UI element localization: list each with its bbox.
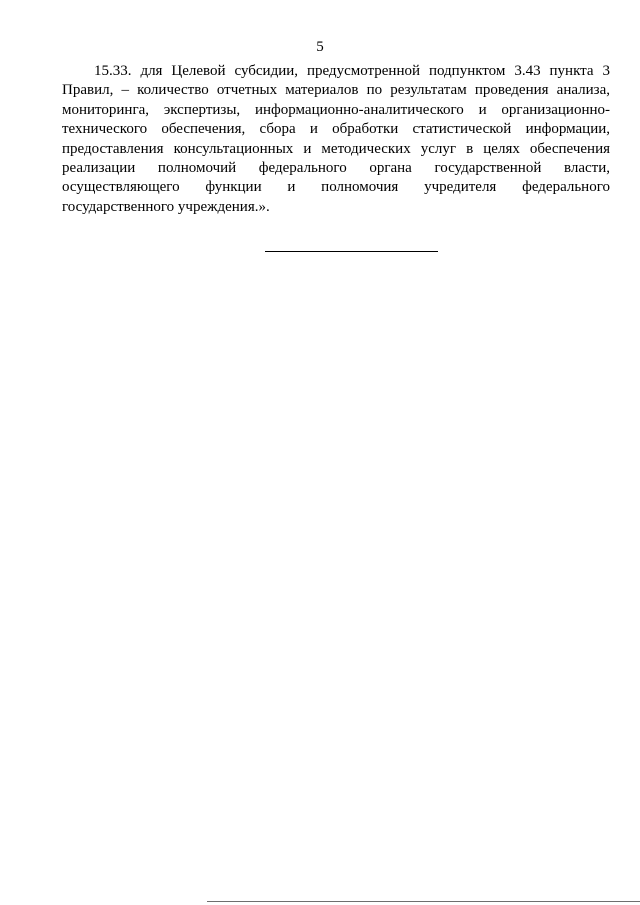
paragraph-line: технического обеспечения, сбора и обработки статистической информации, [62,121,610,138]
end-separator-line [265,251,438,252]
paragraph-line: реализации полномочий федерального органа государственной власти, [62,159,610,176]
page-number: 5 [316,39,324,55]
paragraph-line: осуществляющего функции и полномочия учредителя федерального [62,179,610,196]
paragraph-line: государственного учреждения.». [62,198,270,215]
bottom-scan-edge [207,901,640,902]
paragraph-line: Правил, – количество отчетных материалов по результатам проведения анализа, [62,82,610,99]
paragraph-line: предоставления консультационных и методических услуг в целях обеспечения [62,140,610,157]
paragraph-line: 15.33. для Целевой субсидии, предусмотренной подпунктом 3.43 пункта 3 [94,63,610,79]
paragraph-15-33 [62,62,610,217]
paragraph-line: мониторинга, экспертизы, информационно-аналитического и организационно- [62,101,610,118]
